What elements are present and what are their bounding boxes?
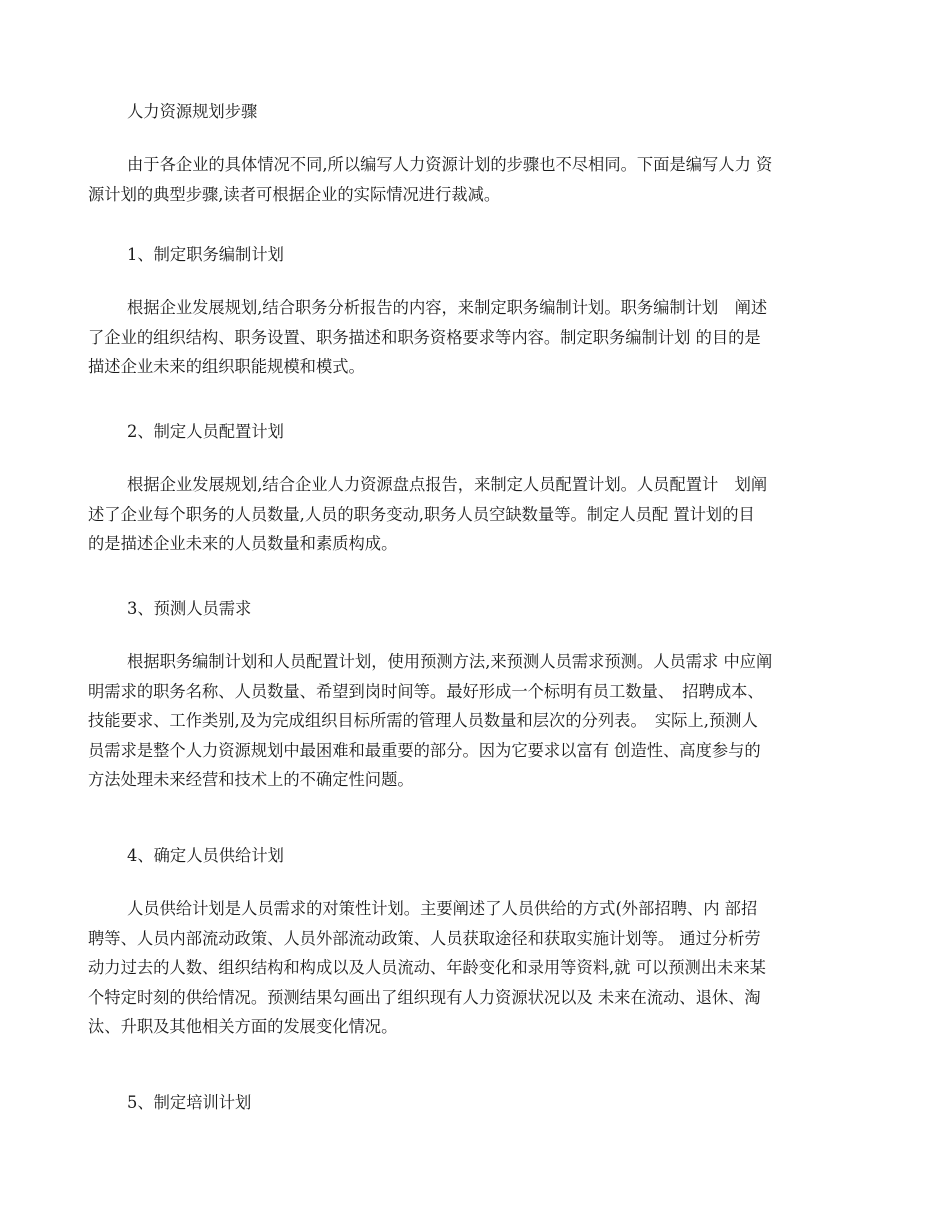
section-3-line-3: 技能要求、工作类别,及为完成组织目标所需的管理人员数量和层次的分列表。 实际上,预测人 bbox=[88, 711, 758, 730]
section-2-paragraph bbox=[88, 470, 767, 559]
intro-line-1: 由于各企业的具体情况不同,所以编写人力资源计划的步骤也不尽相同。下面是编写人力 资 bbox=[127, 155, 773, 174]
section-2-line-3: 的是描述企业未来的人员数量和素质构成。 bbox=[88, 534, 398, 553]
page-title-text: 人力资源规划步骤 bbox=[127, 102, 258, 121]
section-3-line-2: 明需求的职务名称、人员数量、希望到岗时间等。最好形成一个标明有员工数量、 招聘成本、 bbox=[88, 681, 764, 701]
section-1-paragraph bbox=[88, 293, 767, 382]
section-2-line-2: 述了企业每个职务的人员数量,人员的职务变动,职务人员空缺数量等。制定人员配 置计划的目 bbox=[88, 504, 755, 524]
section-3-line-4: 员需求是整个人力资源规划中最困难和最重要的部分。因为它要求以富有 创造性、高度参与的 bbox=[88, 740, 761, 760]
section-2-heading bbox=[127, 417, 284, 447]
section-3-line-1: 根据职务编制计划和人员配置计划，使用预测方法,来预测人员需求预测。人员需求 中应阐 bbox=[127, 652, 773, 671]
section-4-line-3: 动力过去的人数、组织结构和构成以及人员流动、年龄变化和录用等资料,就 可以预测出未来某 bbox=[88, 958, 766, 977]
section-3-heading-text: 3、预测人员需求 bbox=[127, 599, 252, 618]
section-4-line-1: 人员供给计划是人员需求的对策性计划。主要阐述了人员供给的方式(外部招聘、内 部招 bbox=[127, 899, 758, 918]
section-3-line-5: 方法处理未来经营和技术上的不确定性问题。 bbox=[88, 770, 414, 789]
section-4-line-2: 聘等、人员内部流动政策、人员外部流动政策、人员获取途径和获取实施计划等。 通过分析劳 bbox=[88, 928, 761, 948]
intro-line-2: 源计划的典型步骤,读者可根据企业的实际情况进行裁减。 bbox=[88, 184, 501, 204]
intro-paragraph bbox=[88, 150, 772, 209]
section-1-line-2: 了企业的组织结构、职务设置、职务描述和职务资格要求等内容。制定职务编制计划 的目的是 bbox=[88, 327, 761, 347]
section-4-line-4: 个特定时刻的供给情况。预测结果勾画出了组织现有人力资源状况以及 未来在流动、退休、淘 bbox=[88, 987, 761, 1007]
section-5-heading bbox=[127, 1088, 251, 1118]
section-5-heading-text: 5、制定培训计划 bbox=[127, 1093, 252, 1112]
section-2-heading-text: 2、制定人员配置计划 bbox=[127, 422, 284, 441]
section-1-heading-text: 1、制定职务编制计划 bbox=[127, 245, 284, 264]
section-4-line-5: 汰、升职及其他相关方面的发展变化情况。 bbox=[88, 1017, 398, 1036]
section-4-heading-text: 4、确定人员供给计划 bbox=[127, 846, 284, 865]
section-3-paragraph bbox=[88, 647, 772, 795]
section-3-heading bbox=[127, 594, 251, 624]
page-title bbox=[127, 97, 257, 127]
section-1-heading bbox=[127, 240, 284, 270]
section-1-line-3: 描述企业未来的组织职能规模和模式。 bbox=[88, 357, 365, 376]
section-4-heading bbox=[127, 841, 284, 871]
section-4-paragraph bbox=[88, 894, 766, 1042]
section-1-line-1: 根据企业发展规划,结合职务分析报告的内容，来制定职务编制计划。职务编制计划 阐述 bbox=[127, 298, 768, 317]
section-2-line-1: 根据企业发展规划,结合企业人力资源盘点报告，来制定人员配置计划。人员配置计 划阐 bbox=[127, 475, 768, 494]
